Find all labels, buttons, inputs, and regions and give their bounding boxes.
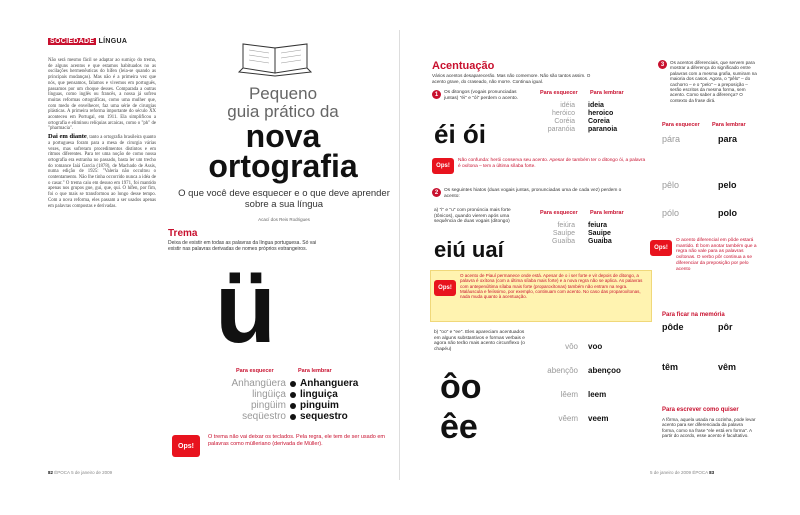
col-learn: Para lembrar [590,210,624,216]
acentuacao-heading: Acentuação [432,60,495,72]
ops-note: O trema não vai deixar os teclados. Pela regra, ele tem de ser usado em palavras como mülleriano (derivada de Müller). [208,434,386,447]
col-learn: Para lembrar [590,90,624,96]
page-number: 83 [709,470,715,475]
new-word: sequestro [300,411,348,422]
doubt-heading: Para escrever como quiser [662,407,739,413]
item3-new: para [718,134,738,144]
footer-right [650,470,714,475]
section-tag-a: SOCIEDADE [50,38,95,45]
item2b-new-list [588,335,648,431]
section-tag [48,38,127,45]
arrow-icon [290,392,296,398]
memory-word: pôr [718,322,733,332]
old-word: Coréia [554,118,575,125]
trema-text: Deixa de existir em todas as palavras da língua portuguesa. Só vai existir nas palavras derivadas de nomes próprios estrangeiros. [168,240,317,252]
item2b-big-1: ôo [440,368,482,406]
old-words-list [200,378,286,422]
lead-in: Dai em diante [48,133,87,141]
new-word: ideia [588,102,604,109]
footer-date: 5 de janeiro de 2009 [650,470,692,475]
old-word: lingüiça [252,389,286,400]
item2b-big-2: êe [440,408,478,446]
item3-old: pára [662,134,681,144]
old-word: Guaíba [552,238,575,245]
arrow-icon [290,414,296,420]
new-word: Anhanguera [300,378,359,389]
ops-badge: Ops! [172,435,200,457]
item2b-text: b) "oo" e "ee". Eles apareciam acentuados em alguns substantivos e formas verbais e agora não terão mais acento circunflexo (o chapéu) [434,330,525,353]
col-forget: Para esquecer [662,122,700,128]
old-word: feiúra [557,222,575,229]
title-bold [168,118,398,184]
new-word: Coreia [588,118,610,125]
new-word: feiura [588,222,608,229]
col-forget: Para esquecer [540,90,578,96]
new-word: paranoia [588,126,618,133]
memory-word: têm [662,362,679,372]
new-words-list [300,378,395,422]
old-word: heróico [552,110,575,117]
magazine-spread [40,30,760,480]
item2a-text: a) "i" e "u" com pronúncia mais forte (tônicos), quando vierem após uma sequência de duas vogais (ditongo) [434,208,511,225]
title-line-2: guia prático da [227,102,339,121]
body-paragraph: Não será mesmo fácil se adaptar ao sumiço do trema, de alguns acentos e que estamos habituados no as oscilações hermenêuticas do hífen (leia-se quando as principais mudanças). Mas não é a primeira vez que nós, que pensamos, falamos e vivemos em português, passamos por um choque desses. Comparada a outras línguas, como inglês ou francês, a nossa já sofreu muitas reformas ortográficas, como uma mulher que, com medo de envelhecer, faz uma série de cirurgias plásticas. A primeira reforma importante do século XX aconteceu em Portugal, em 1911. Ela simplificou a ortografia e eliminou relíquias arcaicas, como o "ph" de "pharmacia". [48,58,156,132]
old-word: Sauípe [552,230,575,237]
item2a-ops-note: O acento de Piauí permanece onde está. Apesar de o i ser forte e vir depois de ditongo, a palavra é oxítona (com a última sílaba mais forte) e a nova regra não se aplica. As palavras com antepenúltima sílaba mais forte (proparoxítonas) também não entram na regra. Maláuscula e feiíssimo, por exemplo, continuam com acento. No caso das proparoxítonas, nada muda quanto à acentuação. [460,273,643,300]
col-learn: Para lembrar [298,368,332,374]
footer-left [48,470,112,475]
item2-text: Os seguintes hiatos (duas vogais juntas, pronunciadas uma de cada vez) perdem o acento: [444,188,622,199]
new-word: Sauipe [588,230,611,237]
body-paragraph-2 [48,134,156,209]
item-number: 3 [658,60,667,69]
ops-badge: Ops! [434,280,456,296]
old-word: paranóia [547,126,575,133]
open-book-icon [235,38,315,78]
old-word: vôo [565,342,578,351]
trema-heading: Trema [168,228,198,239]
item3-new: pelo [718,180,737,190]
item3-old: pêlo [662,180,680,190]
new-word: Guaiba [588,238,612,245]
left-page [40,30,400,480]
right-page [400,30,760,480]
new-word: pinguim [300,400,339,411]
item2a-new-list [588,222,653,246]
new-word: leem [588,390,607,399]
old-word: abençôo [547,366,578,375]
item2a-big: eiú uaí [434,237,504,262]
item1-new-list [588,102,653,134]
footer-magazine: ÉPOCA [54,470,70,475]
old-word: idéia [560,102,575,109]
item3-text: Os acentos diferenciais, que servem para mostrar a diferença do significado entre palavras com a mesma grafia, sumiram na maioria dos casos. Agora, o "pêlo" – do cachorro – e o "pelo" – a preposição – serão escritos da mesma forma, sem acento. Como saber a diferença? O contexto da frase dirá. [670,60,757,103]
old-word: Anhangüera [231,378,286,389]
ops-badge: Ops! [432,158,454,174]
old-word: vêem [558,414,578,423]
item2a-old-list [515,222,575,246]
item3-ops-note: O acento diferencial em pôde estará mantido. É bom anotar também que a regra não vale para as palavras oxítonas. O verbo pôr continua a se diferenciar da preposição por pelo acento [676,238,757,272]
title-line-1: Pequeno [248,84,318,103]
acentuacao-text: Vários acentos desaparecerão. Mas não comemore. Não são tantos assim. O acento grave, do craseado, não morre. Continua igual. [432,73,591,84]
body-text: , tanto a ortografia brasileira quanto a portuguesa foram para a mesa de cirurgia várias vezes, mas sofreram procedimentos distintos e em ritmos diferentes. Para ter uma noção de como nossa ortografia era estranha no passado, basta ler um trecho do romance Iaiá Garcia (1878), de Machado de Assis, numa edição de 1925: "Valeria não occultou o contentamento. Não lhe tinha occorrido nunca a idéa de o casar." O trema caiu em desuso em 1971, foi mantido apenas nos grupos gue, gui, que, qui. O hífen, por fim, foi o que mais se transformou ao longo desse tempo. Com a nova reforma, eles passam a ser usados apenas em palavras compostas e derivadas. [48,135,157,209]
title-bold-2: ortografia [208,148,358,184]
item1-old-list [515,102,575,134]
col-forget: Para esquecer [540,210,578,216]
item1-big: éi ói [434,119,487,149]
new-word: heroico [588,110,614,117]
item1-ops-note: Não confunda: herói conserva seu acento. Apesar de também ter o ditongo ói, a palavra é oxítona – tem a última sílaba forte. [458,158,646,169]
body-column [48,58,156,211]
page-number: 82 [48,470,54,475]
new-word: voo [588,342,603,351]
item-number: 1 [432,90,441,99]
old-word: seqüestro [242,411,286,422]
new-word: abençoo [588,366,621,375]
item-number: 2 [432,188,441,197]
memory-word: vêm [718,362,737,372]
new-word: linguiça [300,389,338,400]
title-bold-1: nova [245,118,321,154]
footer-date: 5 de janeiro de 2009 [71,470,113,475]
doubt-text: A fôrma, aquela usada na cozinha, pode levar acento para ser diferenciada da palavra forma, como na frase "ele está em forma". A partir do acordo, esse acento é facultativo. [662,417,756,439]
big-letter-u: ü [215,252,277,364]
item1-text: Os ditongos (vogais pronunciadas juntas) "éi" e "ói" perdem o acento. [444,90,519,101]
item2b-old-list [530,335,578,431]
item3-new: polo [718,208,737,218]
ops-badge: Ops! [650,240,672,256]
footer-magazine: ÉPOCA [692,470,708,475]
memory-word: pôde [662,322,684,332]
section-tag-b: LÍNGUA [98,38,128,45]
col-forget: Para esquecer [236,368,274,374]
item3-old: pólo [662,208,680,218]
memory-heading: Para ficar na memória [662,312,725,318]
old-word: lêem [560,390,578,399]
title-light [168,85,398,121]
arrow-icon [290,381,296,387]
arrow-icon [290,403,296,409]
byline: Acací dos Reis Rodrigues [258,217,310,222]
col-learn: Para lembrar [712,122,746,128]
subtitle: O que você deve esquecer e o que deve aprender sobre a sua língua [178,188,390,210]
old-word: pingüim [250,400,286,411]
new-word: veem [588,414,609,423]
